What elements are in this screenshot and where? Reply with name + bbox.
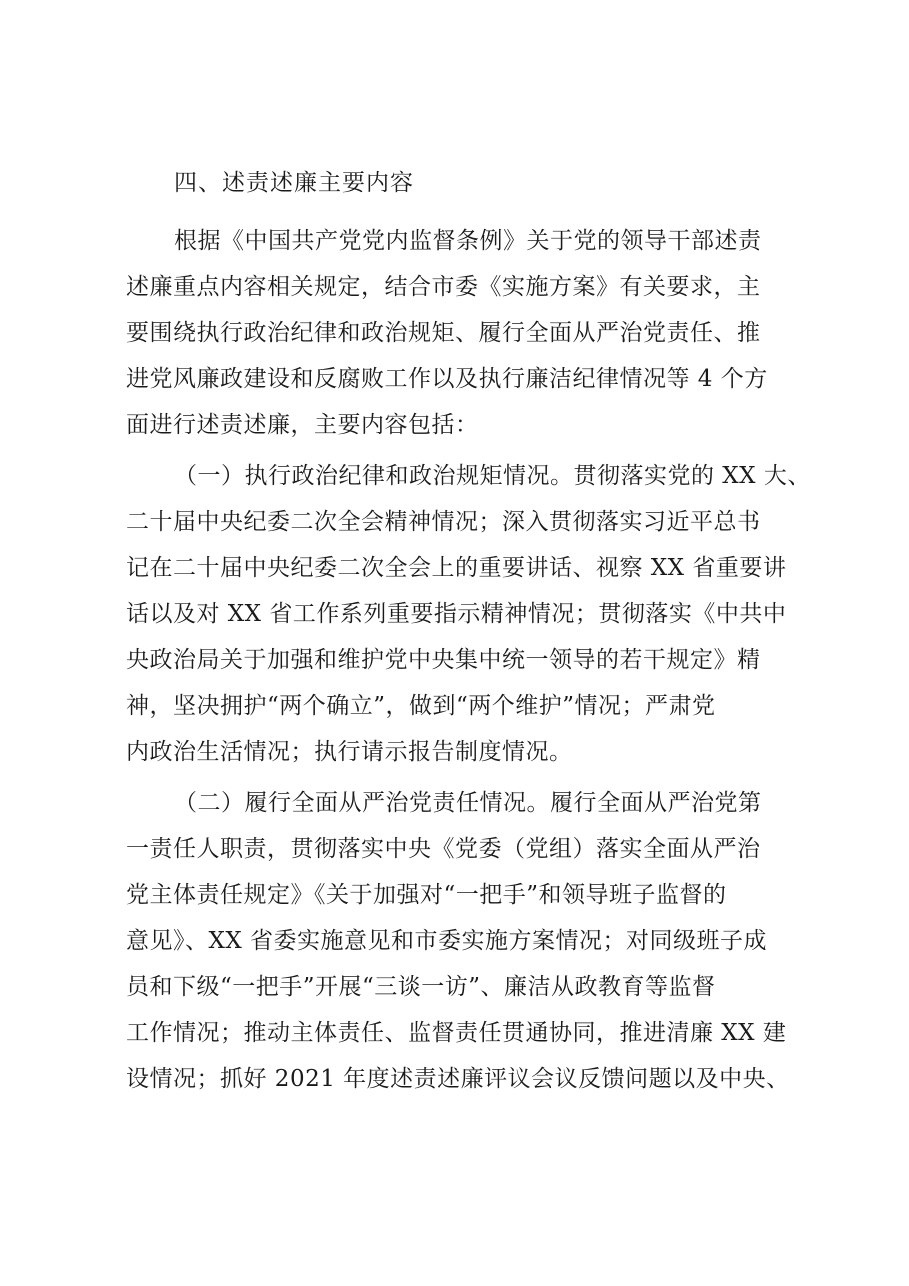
paragraph-3-line-5: 员和下级“一把手”开展“三谈一访”、廉洁从政教育等监督 [126,974,716,1000]
paragraph-2-line-3: 记在二十届中央纪委二次全会上的重要讲话、视察 XX 省重要讲 [126,555,787,581]
paragraph-2-line-2: 二十届中央纪委二次全会精神情况；深入贯彻落实习近平总书 [126,509,761,535]
paragraph-2-line-6: 神，坚决拥护“两个确立”，做到“两个维护”情况；严肃党 [126,693,716,719]
paragraph-2-line-5: 央政治局关于加强和维护党中央集中统一领导的若干规定》精 [126,647,761,673]
paragraph-1-line-1: 根据《中国共产党党内监督条例》关于党的领导干部述责 [174,228,762,254]
paragraph-3-line-4: 意见》、XX 省委实施意见和市委实施方案情况；对同级班子成 [126,928,768,954]
paragraph-3-line-7: 设情况；抓好 2021 年度述责述廉评议会议反馈问题以及中央、 [126,1066,790,1092]
paragraph-3-line-6: 工作情况；推动主体责任、监督责任贯通协同，推进清廉 XX 建 [126,1020,787,1046]
paragraph-1-line-3: 要围绕执行政治纪律和政治规矩、履行全面从严治党责任、推 [126,320,761,346]
paragraph-3-line-1: （二）履行全面从严治党责任情况。履行全面从严治党第 [174,790,762,816]
paragraph-3-line-3: 党主体责任规定》《关于加强对“一把手”和领导班子监督的 [126,882,727,908]
paragraph-2-line-4: 话以及对 XX 省工作系列重要指示精神情况；贯彻落实《中共中 [126,601,787,627]
paragraph-1-line-2: 述廉重点内容相关规定，结合市委《实施方案》有关要求，主 [126,274,761,300]
paragraph-1-line-4: 进党风廉政建设和反腐败工作以及执行廉洁纪律情况等 4 个方 [126,366,768,392]
paragraph-3-line-2: 一责任人职责，贯彻落实中央《党委（党组）落实全面从严治 [126,836,761,862]
paragraph-2-line-1: （一）执行政治纪律和政治规矩情况。贯彻落实党的 XX 大、 [174,463,811,489]
paragraph-1-line-5: 面进行述责述廉，主要内容包括： [126,412,479,438]
section-heading: 四、述责述廉主要内容 [174,170,414,196]
paragraph-2-line-7: 内政治生活情况；执行请示报告制度情况。 [126,739,573,765]
